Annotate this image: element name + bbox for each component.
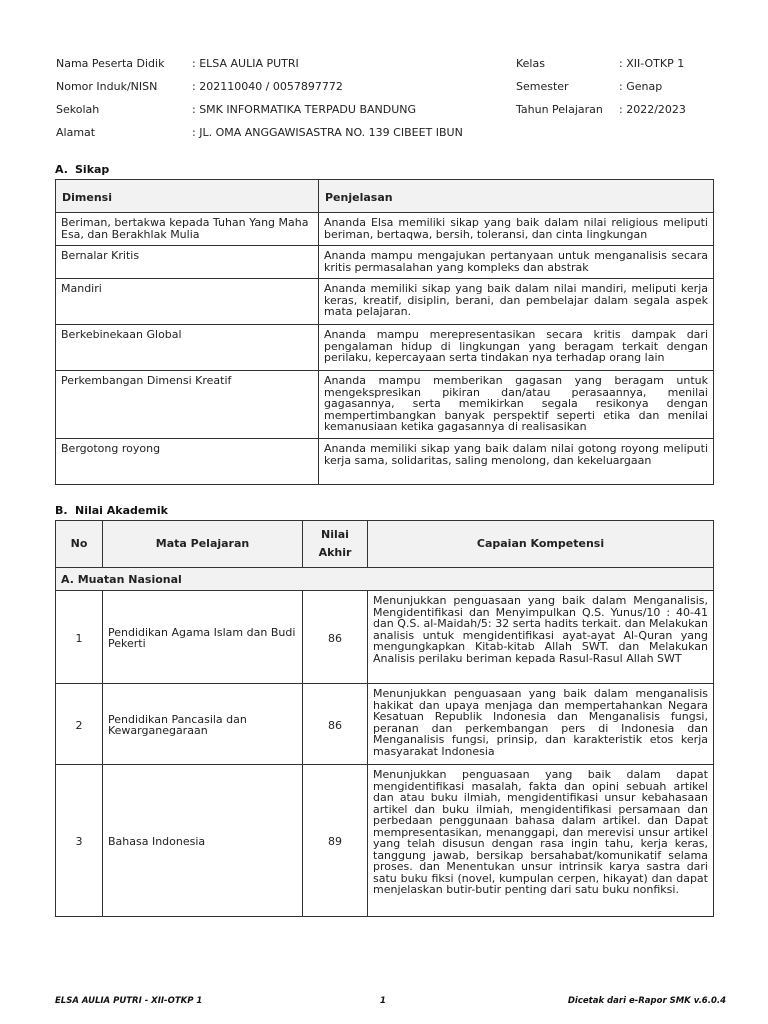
nisn-label: Nomor Induk/NISN [56, 80, 158, 93]
penjelasan-cell: Ananda Elsa memiliki sikap yang baik dalam nilai religious meliputi beriman, bertaqwa, bersih, toleransi, dan cinta lingkungan [319, 213, 714, 246]
competency-description: Menunjukkan penguasaan yang baik dalam dapat mengidentifikasi masalah, fakta dan opini sebuah artikel dan atau buku ilmiah, mengidentifikasi unsur kebahasaan artikel dan buku ilmiah, mengidentifikasi persamaan dan perbedaan penggunaan bahasa dalam artikel. dan Dapat mempresentasikan, menanggapi, dan merevisi unsur artikel yang telah disusun dengan rasa ingin tahu, kerja keras, tanggung jawab, bersikap bersahabat/komunikatif selama proses. dan Menentukan unsur intrinsik karya sastra dari satu buku fiksi (novel, kumpulan cerpen, hikayat) dan dapat menjelaskan butir-butir penting dari satu buku nonfiksi. [368, 765, 714, 917]
section-title-text: Nilai Akademik [75, 504, 168, 517]
table-row [56, 684, 714, 765]
address-value: : JL. OMA ANGGAWISASTRA NO. 139 CIBEET IBUN [192, 126, 463, 139]
penjelasan-cell: Ananda mampu memberikan gagasan yang beragam untuk mengekspresikan pikiran dan/atau perasaannya, menilai gagasannya, serta memikirkan segala resikonya dengan mempertimbangkan banyak perspektif seperti etika dan menilai kemanusiaan ketika gagasannya di realisasikan [319, 371, 714, 439]
dimensi-cell: Perkembangan Dimensi Kreatif [56, 371, 319, 439]
school-label: Sekolah [56, 103, 100, 116]
dimensi-cell: Bergotong royong [56, 439, 319, 485]
no-header: No [56, 521, 103, 568]
table-row [56, 325, 714, 371]
penjelasan-header: Penjelasan [319, 180, 714, 213]
capaian-header: Capaian Kompetensi [368, 521, 714, 568]
info-row [56, 125, 716, 141]
class-value: : XII-OTKP 1 [619, 57, 685, 70]
dimensi-header: Dimensi [56, 180, 319, 213]
table-header-row [56, 180, 714, 213]
table-row [56, 213, 714, 246]
nisn-value: : 202110040 / 0057897772 [192, 80, 343, 93]
school-value: : SMK INFORMATIKA TERPADU BANDUNG [192, 103, 417, 116]
nilai-akademik-table [55, 520, 714, 917]
subject-name: Pendidikan Pancasila dan Kewarganegaraan [103, 684, 303, 765]
semester-label: Semester [516, 80, 569, 93]
dimensi-cell: Beriman, bertakwa kepada Tuhan Yang Maha Esa, dan Berakhlak Mulia [56, 213, 319, 246]
penjelasan-cell: Ananda mampu mengajukan pertanyaan untuk menganalisis secara kritis permasalahan yang kompleks dan abstrak [319, 246, 714, 279]
dimensi-cell: Mandiri [56, 279, 319, 325]
row-number: 3 [56, 765, 103, 917]
semester-value: : Genap [619, 80, 663, 93]
nilai-header: Nilai Akhir [303, 521, 368, 568]
penjelasan-cell: Ananda memiliki sikap yang baik dalam nilai gotong royong meliputi kerja sama, solidaritas, saling menolong, dan kekeluargaan [319, 439, 714, 485]
table-row [56, 246, 714, 279]
group-label: A. Muatan Nasional [56, 568, 714, 591]
info-row [56, 102, 716, 118]
competency-description: Menunjukkan penguasaan yang baik dalam menganalisis hakikat dan upaya menjaga dan mempertahankan Negara Kesatuan Republik Indonesia dan Menganalisis fungsi, peranan dan perkembangan pers di Indonesia dan Menganalisis fungsi, prinsip, dan karakteristik etos kerja masyarakat Indonesia [368, 684, 714, 765]
name-label: Nama Peserta Didik [56, 57, 165, 70]
final-score: 86 [303, 684, 368, 765]
footer-student: ELSA AULIA PUTRI - XII-OTKP 1 [55, 996, 203, 1006]
name-value: : ELSA AULIA PUTRI [192, 57, 299, 70]
section-prefix: B. [55, 504, 68, 517]
row-number: 1 [56, 591, 103, 684]
subject-name: Pendidikan Agama Islam dan Budi Pekerti [103, 591, 303, 684]
penjelasan-cell: Ananda mampu merepresentasikan secara kritis dampak dari pengalaman hidup di lingkungan yang beragam terkait dengan perilaku, kepercayaan serta tindakan nya terhadap orang lain [319, 325, 714, 371]
section-prefix: A. [55, 163, 68, 176]
penjelasan-cell: Ananda memiliki sikap yang baik dalam nilai mandiri, meliputi kerja keras, kreatif, disiplin, berani, dan pembelajar dalam segala aspek mata pelajaran. [319, 279, 714, 325]
competency-description: Menunjukkan penguasaan yang baik dalam Menganalisis, Mengidentifikasi dan Menyimpulkan Q.S. Yunus/10 : 40-41 dan Q.S. al-Maidah/5: 32 serta hadits terkait. dan Melakukan analisis untuk mengidentifikasi ayat-ayat Al-Quran yang mengungkapkan Kitab-kitab Allah SWT. dan Melakukan Analisis perilaku beriman kepada Rasul-Rasul Allah SWT [368, 591, 714, 684]
subject-name: Bahasa Indonesia [103, 765, 303, 917]
student-info [56, 56, 716, 148]
final-score: 86 [303, 591, 368, 684]
year-label: Tahun Pelajaran [516, 103, 603, 116]
mapel-header: Mata Pelajaran [103, 521, 303, 568]
footer-print-info: Dicetak dari e-Rapor SMK v.6.0.4 [567, 996, 726, 1006]
footer-page-number: 1 [380, 996, 386, 1006]
section-sikap-title [55, 163, 109, 176]
class-label: Kelas [516, 57, 545, 70]
dimensi-cell: Bernalar Kritis [56, 246, 319, 279]
table-row [56, 591, 714, 684]
final-score: 89 [303, 765, 368, 917]
table-header-row [56, 521, 714, 568]
table-row [56, 371, 714, 439]
dimensi-cell: Berkebinekaan Global [56, 325, 319, 371]
table-row [56, 765, 714, 917]
table-row [56, 439, 714, 485]
row-number: 2 [56, 684, 103, 765]
address-label: Alamat [56, 126, 96, 139]
info-row [56, 56, 716, 72]
table-row [56, 279, 714, 325]
year-value: : 2022/2023 [619, 103, 686, 116]
section-title-text: Sikap [75, 163, 110, 176]
group-row [56, 568, 714, 591]
sikap-table [55, 179, 714, 485]
info-row [56, 79, 716, 95]
section-akademik-title [55, 504, 168, 517]
